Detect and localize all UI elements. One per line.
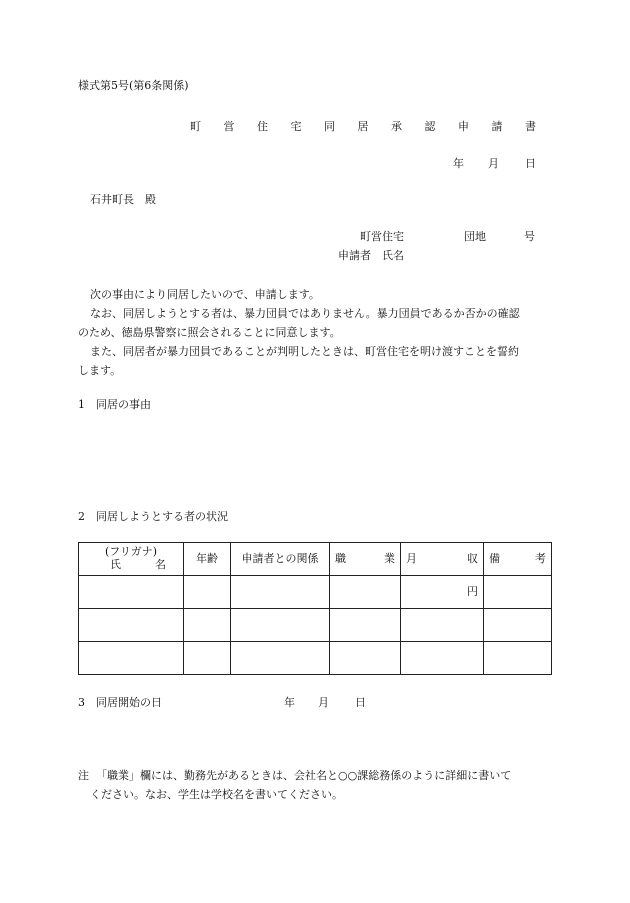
age-header: 年齢 [184,543,231,576]
date-month: 月 [488,157,499,170]
table-cell[interactable] [79,642,184,675]
occupation-header: 職 業 [330,543,401,576]
section-number: 2 [78,510,85,523]
housing-label: 町営住宅 [360,230,404,243]
table-cell[interactable] [484,609,552,642]
body-line: します。 [78,364,122,377]
yen-unit: 円 [467,584,478,598]
table-cell[interactable] [330,642,401,675]
start-day: 日 [355,696,366,709]
table-cell[interactable] [401,609,484,642]
remarks-header: 備 考 [484,543,552,576]
table-cell[interactable] [79,576,184,609]
section-number: 3 [78,696,85,709]
income-header: 月 収 [401,543,484,576]
section-number: 1 [78,398,85,411]
table-cell[interactable] [184,642,231,675]
body-line: また、同居者が暴力団員であることが判明したときは、町営住宅を明け渡すことを誓約 [90,345,519,358]
table-row [79,609,552,642]
section-heading: 同居しようとする者の状況 [96,510,228,523]
note-line: 「職業」欄には、勤務先があるときは、会社名と○○課総務係のように詳細に書いて [96,769,512,782]
table-cell[interactable] [231,642,330,675]
table-cell[interactable] [484,642,552,675]
start-month: 月 [318,696,329,709]
addressee: 石井町長 殿 [90,193,156,206]
name-header-right: 名 [155,558,166,571]
name-header-left: 氏 [110,558,121,571]
table-cell[interactable] [330,576,401,609]
furigana-label: (フリガナ) [104,545,158,559]
date-year: 年 [453,157,464,170]
table-row [79,576,552,609]
date-day: 日 [525,157,536,170]
body-line: 次の事由により同居したいので、申請します。 [90,288,320,301]
document-title: 町 営 住 宅 同 居 承 認 申 請 書 [190,120,546,133]
table-cell[interactable] [231,576,330,609]
section-heading: 同居の事由 [96,398,151,411]
note-line: ください。なお、学生は学校名を書いてください。 [90,788,343,801]
table-cell[interactable] [184,609,231,642]
table-cell[interactable] [484,576,552,609]
applicant-label: 申請者 [338,249,371,262]
income-cell[interactable] [401,576,484,609]
start-year: 年 [284,696,295,709]
relation-header: 申請者との関係 [231,543,330,576]
table-cell[interactable] [231,609,330,642]
body-line: のため、徳島県警察に照会されることに同意します。 [78,326,341,339]
cohabitant-status-table [78,542,552,675]
name-label: 氏名 [382,249,404,262]
table-header-row [79,543,552,576]
table-row [79,642,552,675]
table-cell[interactable] [184,576,231,609]
table-cell[interactable] [79,609,184,642]
table-cell[interactable] [330,609,401,642]
danchi-label: 団地 [464,230,486,243]
table-cell[interactable] [401,642,484,675]
section-heading: 同居開始の日 [96,696,162,709]
note-label: 注 [78,769,89,782]
body-line: なお、同居しようとする者は、暴力団員ではありません。暴力団員であるか否かの確認 [90,307,520,320]
name-header [79,543,184,576]
number-label: 号 [524,230,535,243]
form-number: 様式第5号(第6条関係) [78,79,189,92]
